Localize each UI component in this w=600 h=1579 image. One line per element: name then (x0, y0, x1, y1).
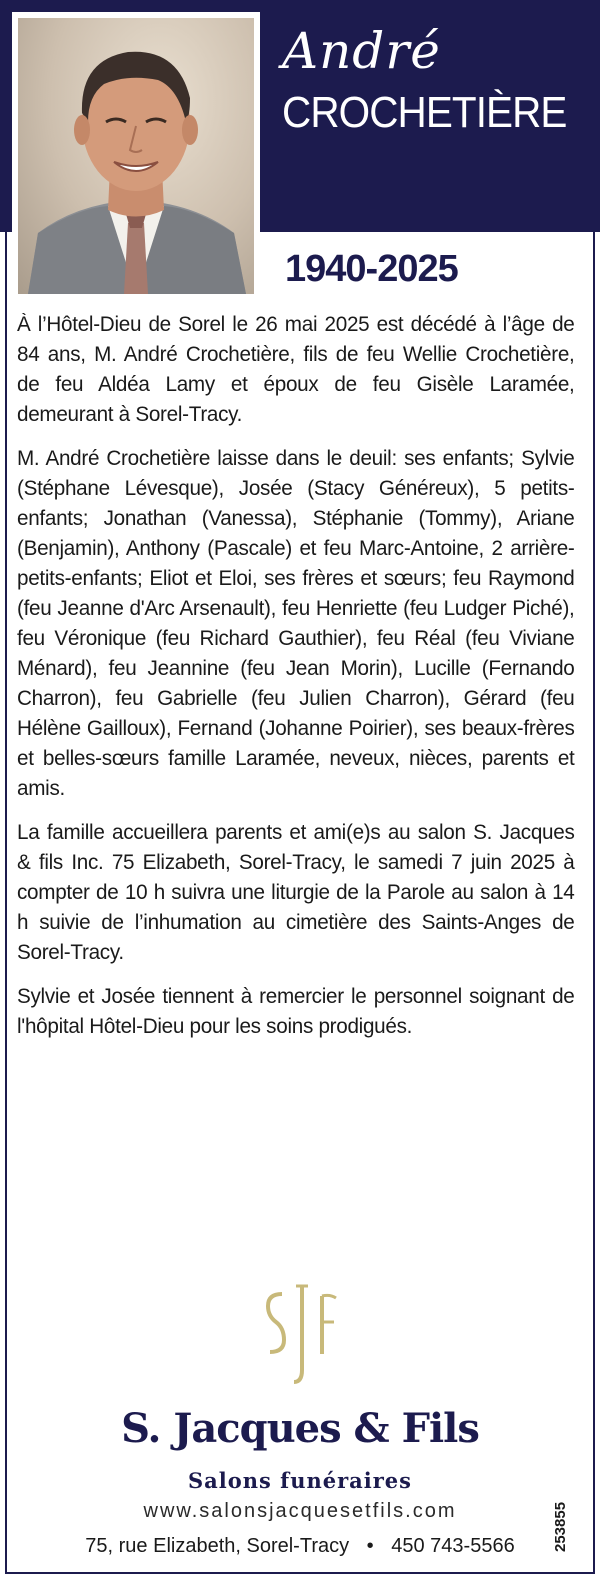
obituary-text (17, 310, 583, 1056)
paragraph-visitation: La famille accueillera parents et ami(e)s au salon S. Jacques & fils Inc. 75 Elizabeth, Sorel-Tracy, le samedi 7 juin 2025 à compter de 10 h suivra une liturgie de la Parole au salon à 14 h suivie de l’inhumation au cimetière des Saints-Anges de Sorel-Tracy. (17, 821, 575, 964)
portrait-illustration (18, 18, 254, 294)
paragraph-death-notice: À l’Hôtel-Dieu de Sorel le 26 mai 2025 est décédé à l’âge de 84 ans, M. André Crochetière, fils de feu Wellie Crochetière, de feu Aldéa Lamy et époux de feu Gisèle Laramée, demeurant à Sorel-Tracy. (17, 313, 575, 426)
paragraph-survivors: M. André Crochetière laisse dans le deuil: ses enfants; Sylvie (Stéphane Lévesque), Josée (Stacy Généreux), 5 petits-enfants; Jonathan (Vanessa), Stéphanie (Tommy), Ariane (Benjamin), Anthony (Pascale) et feu Marc-Antoine, 2 arrière-petits-enfants; Eliot et Eloi, ses frères et sœurs; feu Raymond (feu Jeanne d'Arc Arsenault), feu Henriette (feu Ludger Piché), feu Véronique (feu Richard Gauthier), feu Réal (feu Viviane Ménard), feu Jeannine (feu Jean Morin), Lucille (Fernando Charron), feu Gabrielle (feu Julien Charron), Gérard (feu Hélène Gailloux), Fernand (Johanne Poirier), ses beaux-frères et belles-sœurs famille Laramée, neveux, nièces, parents et amis. (17, 447, 575, 800)
address-separator: • (366, 1535, 374, 1557)
portrait-photo (12, 12, 260, 300)
brand-subtitle: Salons funéraires (188, 1468, 412, 1493)
brand-address: 75, rue Elizabeth, Sorel-Tracy (85, 1535, 350, 1557)
first-name: André (282, 22, 441, 80)
brand-phone[interactable]: 450 743-5566 (391, 1535, 515, 1557)
brand-name: S. Jacques & Fils (121, 1405, 479, 1452)
last-name: CROCHETIÈRE (282, 88, 567, 137)
ad-code: 253855 (552, 1501, 569, 1552)
brand-address-line (0, 1535, 600, 1558)
funeral-home-logo-icon (262, 1282, 342, 1392)
brand-website[interactable]: www.salonsjacquesetfils.com (143, 1500, 457, 1522)
life-years: 1940-2025 (285, 248, 458, 290)
paragraph-thanks: Sylvie et Josée tiennent à remercier le personnel soignant de l'hôpital Hôtel-Dieu pour les soins prodigués. (17, 985, 575, 1038)
